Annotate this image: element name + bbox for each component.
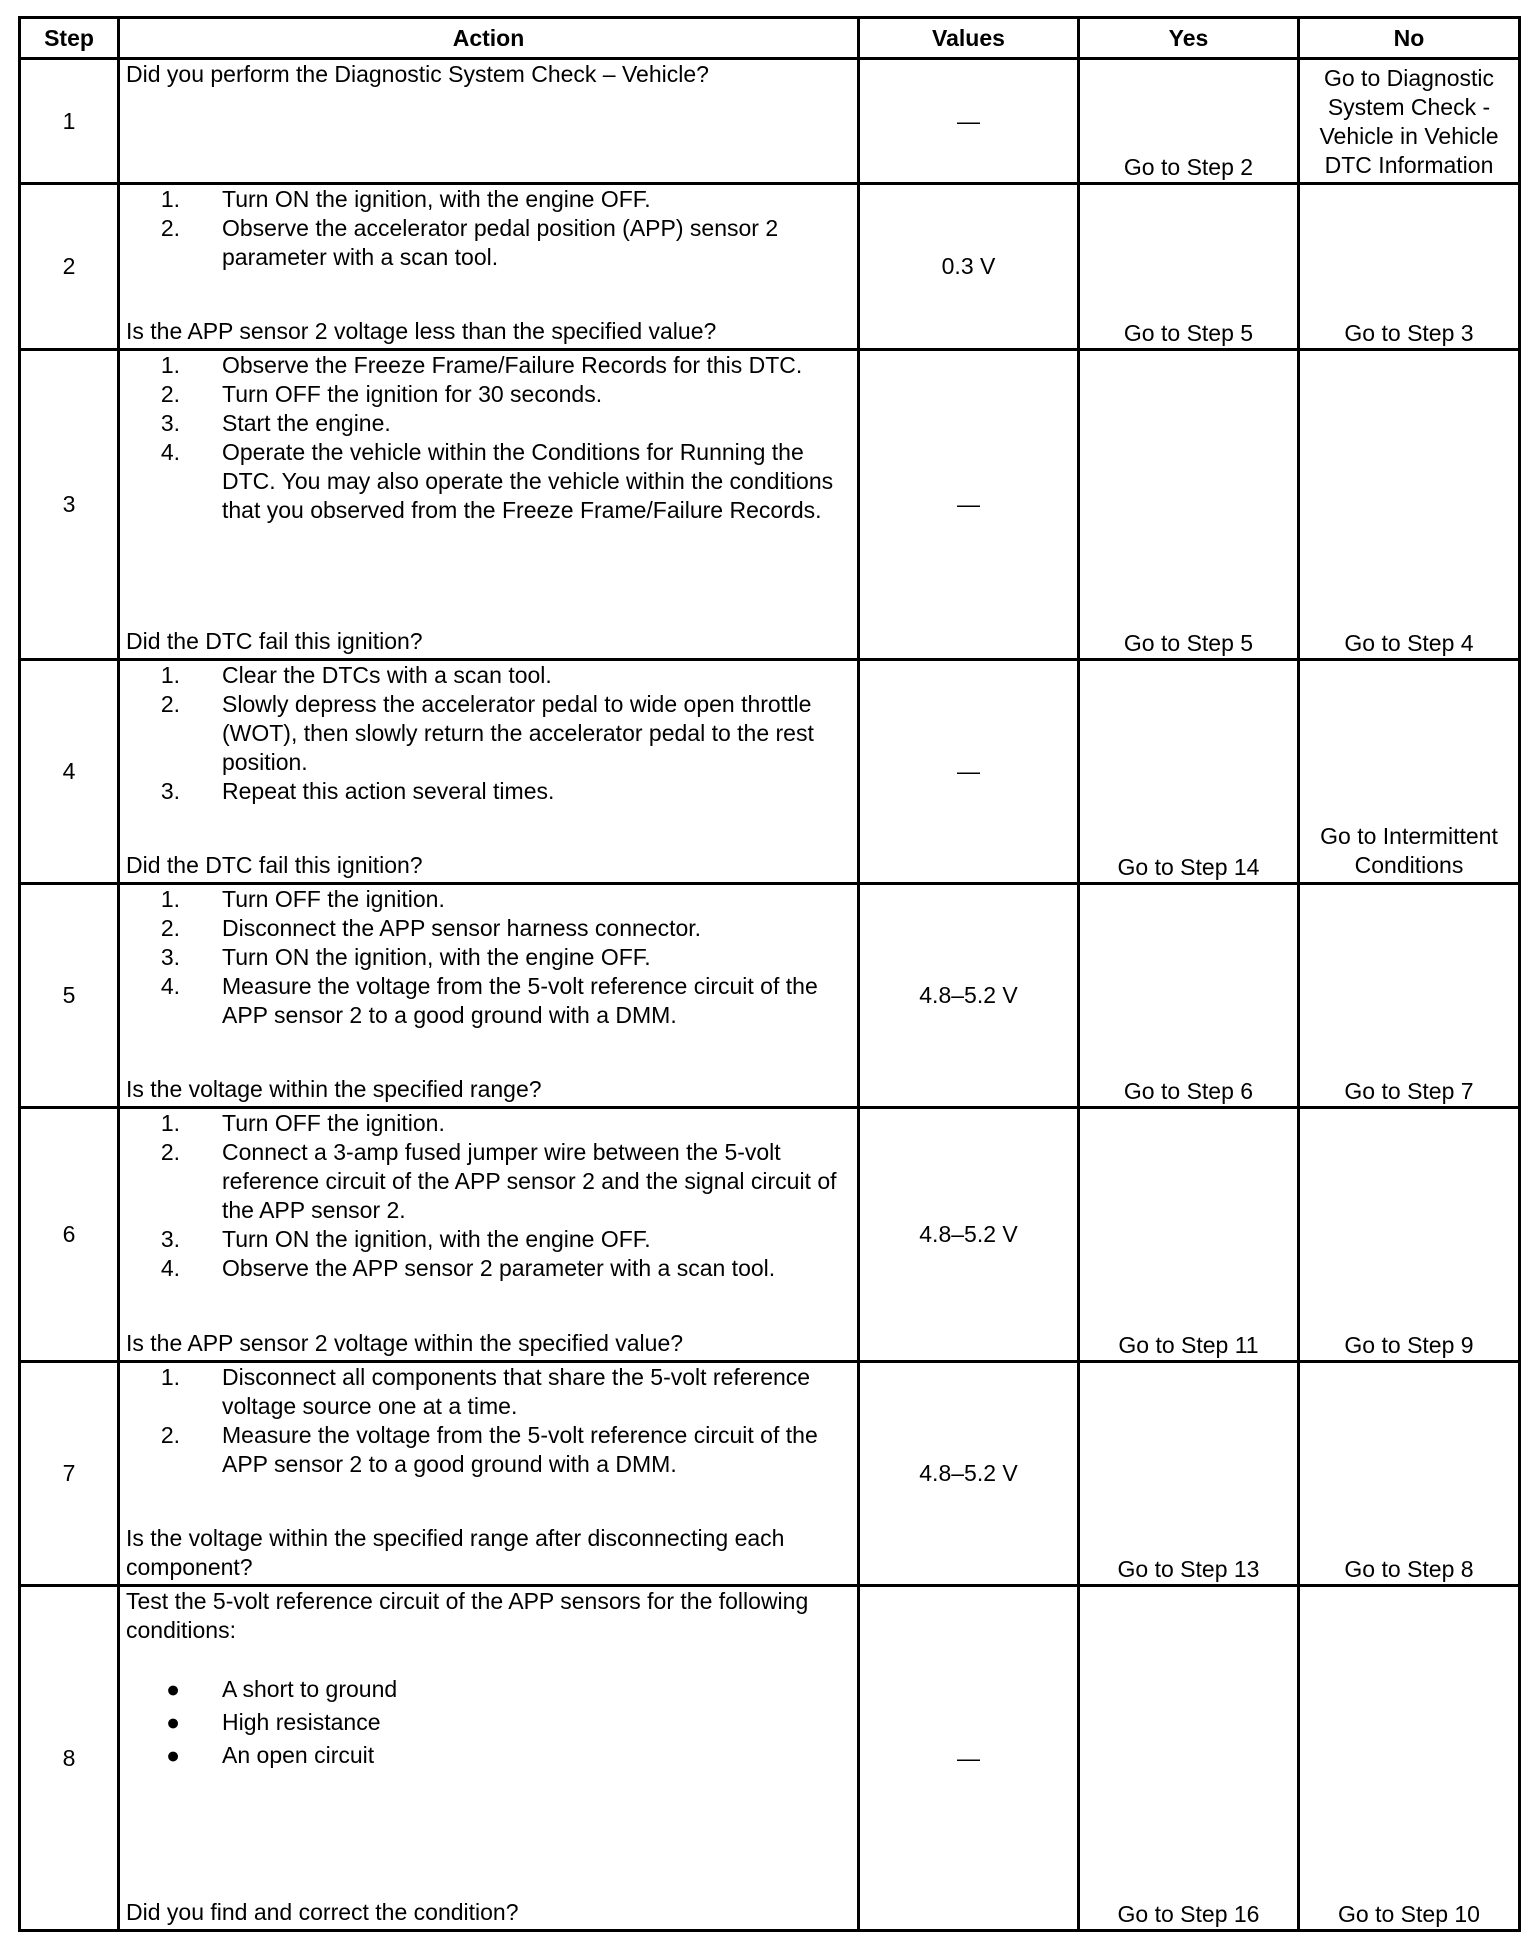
no-cell: Go to Step 3 — [1299, 184, 1520, 350]
step-number: 2 — [20, 184, 119, 350]
values-cell: — — [859, 350, 1079, 660]
table-row — [20, 1362, 1520, 1586]
action-question: Did you find and correct the condition? — [126, 1899, 519, 1925]
condition-text: High resistance — [222, 1709, 381, 1735]
procedure-list — [126, 1109, 851, 1283]
procedure-number: 3. — [160, 778, 180, 804]
procedure-text: Turn ON the ignition, with the engine OFF. — [222, 944, 651, 970]
action-question: Did the DTC fail this ignition? — [126, 852, 423, 878]
values-cell: — — [859, 59, 1079, 184]
procedure-number: 2. — [160, 915, 180, 941]
procedure-number: 1. — [160, 352, 180, 378]
procedure-list — [126, 1363, 851, 1479]
values-cell: — — [859, 1586, 1079, 1931]
procedure-item — [126, 185, 851, 214]
procedure-text: Turn OFF the ignition for 30 seconds. — [222, 381, 603, 407]
procedure-item — [126, 1421, 851, 1479]
bullet-icon: ● — [166, 1709, 180, 1735]
action-question: Is the voltage within the specified range? — [126, 1076, 542, 1102]
procedure-item — [126, 777, 851, 806]
procedure-text: Turn ON the ignition, with the engine OFF. — [222, 1226, 651, 1252]
values-cell: 4.8–5.2 V — [859, 884, 1079, 1108]
action-instructions — [126, 1363, 851, 1479]
action-cell — [119, 1586, 859, 1931]
procedure-item — [126, 214, 851, 272]
condition-item — [126, 1739, 851, 1772]
procedure-text: Slowly depress the accelerator pedal to wide open throttle (WOT), then slowly return the accelerator pedal to the rest position. — [222, 691, 814, 775]
action-content — [120, 60, 857, 182]
action-cell — [119, 59, 859, 184]
procedure-number: 1. — [160, 1110, 180, 1136]
procedure-text: Measure the voltage from the 5-volt reference circuit of the APP sensor 2 to a good ground with a DMM. — [222, 1422, 818, 1477]
action-content — [120, 885, 857, 1106]
procedure-number: 3. — [160, 410, 180, 436]
procedure-item — [126, 380, 851, 409]
procedure-item — [126, 1225, 851, 1254]
procedure-list — [126, 185, 851, 272]
action-intro: Test the 5-volt reference circuit of the APP sensors for the following conditions: — [126, 1588, 809, 1643]
procedure-text: Connect a 3-amp fused jumper wire between the 5-volt reference circuit of the APP sensor 2 and the signal circuit of the APP sensor 2. — [222, 1139, 837, 1223]
action-cell — [119, 184, 859, 350]
procedure-text: Turn OFF the ignition. — [222, 886, 445, 912]
action-instructions — [126, 185, 851, 272]
values-cell: — — [859, 660, 1079, 884]
action-question: Is the APP sensor 2 voltage less than the specified value? — [126, 318, 717, 344]
procedure-text: Observe the Freeze Frame/Failure Records for this DTC. — [222, 352, 803, 378]
procedure-item — [126, 1109, 851, 1138]
procedure-item — [126, 661, 851, 690]
procedure-text: Observe the accelerator pedal position (APP) sensor 2 parameter with a scan tool. — [222, 215, 779, 270]
procedure-item — [126, 914, 851, 943]
procedure-text: Observe the APP sensor 2 parameter with a scan tool. — [222, 1255, 776, 1281]
action-question: Is the voltage within the specified range after disconnecting each component? — [126, 1525, 785, 1580]
no-cell: Go to Step 8 — [1299, 1362, 1520, 1586]
action-content — [120, 185, 857, 348]
procedure-text: Turn OFF the ignition. — [222, 1110, 445, 1136]
action-content — [120, 1363, 857, 1584]
procedure-number: 4. — [160, 1255, 180, 1281]
yes-cell: Go to Step 11 — [1079, 1108, 1299, 1362]
step-number: 5 — [20, 884, 119, 1108]
step-number: 6 — [20, 1108, 119, 1362]
values-cell: 0.3 V — [859, 184, 1079, 350]
action-instructions — [126, 1109, 851, 1283]
procedure-text: Turn ON the ignition, with the engine OFF. — [222, 186, 651, 212]
procedure-item — [126, 690, 851, 777]
step-number: 4 — [20, 660, 119, 884]
yes-cell: Go to Step 5 — [1079, 184, 1299, 350]
no-cell: Go to Step 9 — [1299, 1108, 1520, 1362]
action-intro: Did you perform the Diagnostic System Check – Vehicle? — [126, 61, 709, 87]
table-row — [20, 1586, 1520, 1931]
table-row — [20, 884, 1520, 1108]
procedure-item — [126, 972, 851, 1030]
procedure-list — [126, 351, 851, 525]
action-cell — [119, 1362, 859, 1586]
procedure-number: 4. — [160, 439, 180, 465]
procedure-list — [126, 885, 851, 1030]
action-cell — [119, 350, 859, 660]
table-row — [20, 1108, 1520, 1362]
procedure-item — [126, 885, 851, 914]
procedure-number: 1. — [160, 886, 180, 912]
procedure-number: 1. — [160, 186, 180, 212]
procedure-text: Clear the DTCs with a scan tool. — [222, 662, 552, 688]
no-cell: Go to Step 10 — [1299, 1586, 1520, 1931]
action-question: Is the APP sensor 2 voltage within the specified value? — [126, 1330, 684, 1356]
procedure-item — [126, 351, 851, 380]
yes-cell: Go to Step 2 — [1079, 59, 1299, 184]
header-yes: Yes — [1079, 18, 1299, 59]
action-cell — [119, 1108, 859, 1362]
procedure-number: 2. — [160, 1422, 180, 1448]
procedure-text: Start the engine. — [222, 410, 391, 436]
action-content — [120, 661, 857, 882]
table-row — [20, 59, 1520, 184]
header-no: No — [1299, 18, 1520, 59]
action-cell — [119, 884, 859, 1108]
bullet-icon: ● — [166, 1676, 180, 1702]
condition-text: An open circuit — [222, 1742, 375, 1768]
procedure-number: 2. — [160, 691, 180, 717]
procedure-item — [126, 1254, 851, 1283]
procedure-text: Disconnect all components that share the 5-volt reference voltage source one at a time. — [222, 1364, 811, 1419]
procedure-text: Operate the vehicle within the Conditions for Running the DTC. You may also operate the vehicle within the conditions that you observed from the Freeze Frame/Failure Records. — [222, 439, 834, 523]
diagnostic-table — [18, 16, 1521, 1932]
procedure-item — [126, 438, 851, 525]
procedure-list — [126, 661, 851, 806]
procedure-text: Measure the voltage from the 5-volt reference circuit of the APP sensor 2 to a good ground with a DMM. — [222, 973, 818, 1028]
step-number: 1 — [20, 59, 119, 184]
yes-cell: Go to Step 14 — [1079, 660, 1299, 884]
procedure-number: 1. — [160, 1364, 180, 1390]
procedure-text: Repeat this action several times. — [222, 778, 555, 804]
condition-item — [126, 1673, 851, 1706]
yes-cell: Go to Step 13 — [1079, 1362, 1299, 1586]
bullet-icon: ● — [166, 1742, 180, 1768]
step-number: 7 — [20, 1362, 119, 1586]
no-cell: Go to Intermittent Conditions — [1299, 660, 1520, 884]
procedure-number: 1. — [160, 662, 180, 688]
procedure-text: Disconnect the APP sensor harness connector. — [222, 915, 702, 941]
header-values: Values — [859, 18, 1079, 59]
procedure-item — [126, 1363, 851, 1421]
action-instructions — [126, 60, 851, 89]
procedure-number: 2. — [160, 215, 180, 241]
header-row — [20, 18, 1520, 59]
action-instructions — [126, 1587, 851, 1772]
table-row — [20, 660, 1520, 884]
action-cell — [119, 660, 859, 884]
procedure-number: 2. — [160, 381, 180, 407]
action-content — [120, 351, 857, 658]
header-action: Action — [119, 18, 859, 59]
action-instructions — [126, 661, 851, 806]
step-number: 3 — [20, 350, 119, 660]
table-body — [20, 59, 1520, 1931]
values-cell: 4.8–5.2 V — [859, 1108, 1079, 1362]
procedure-number: 2. — [160, 1139, 180, 1165]
action-content — [120, 1587, 857, 1929]
condition-item — [126, 1706, 851, 1739]
action-question: Did the DTC fail this ignition? — [126, 628, 423, 654]
values-cell: 4.8–5.2 V — [859, 1362, 1079, 1586]
header-step: Step — [20, 18, 119, 59]
procedure-item — [126, 943, 851, 972]
yes-cell: Go to Step 6 — [1079, 884, 1299, 1108]
procedure-number: 3. — [160, 944, 180, 970]
yes-cell: Go to Step 5 — [1079, 350, 1299, 660]
no-cell: Go to Diagnostic System Check - Vehicle in Vehicle DTC Information — [1299, 59, 1520, 184]
no-cell: Go to Step 7 — [1299, 884, 1520, 1108]
step-number: 8 — [20, 1586, 119, 1931]
action-instructions — [126, 885, 851, 1030]
table-row — [20, 184, 1520, 350]
yes-cell: Go to Step 16 — [1079, 1586, 1299, 1931]
procedure-item — [126, 1138, 851, 1225]
action-content — [120, 1109, 857, 1360]
procedure-number: 3. — [160, 1226, 180, 1252]
procedure-number: 4. — [160, 973, 180, 999]
procedure-item — [126, 409, 851, 438]
condition-list — [126, 1673, 851, 1772]
no-cell: Go to Step 4 — [1299, 350, 1520, 660]
action-instructions — [126, 351, 851, 525]
table-row — [20, 350, 1520, 660]
condition-text: A short to ground — [222, 1676, 398, 1702]
